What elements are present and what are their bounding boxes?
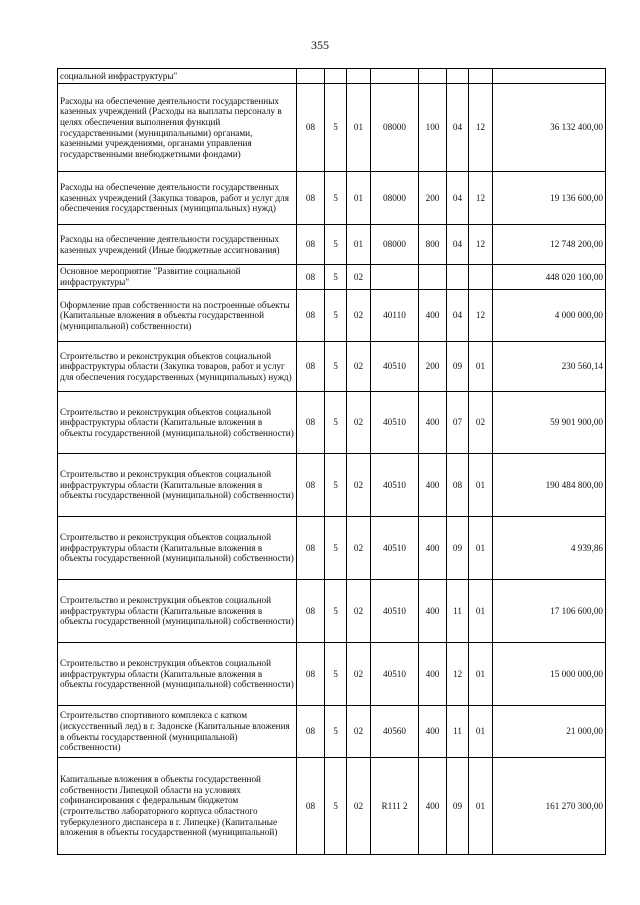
code-1: 08 bbox=[297, 84, 325, 172]
code-subsection: 12 bbox=[469, 84, 493, 172]
budget-table bbox=[57, 68, 606, 855]
code-expense: 400 bbox=[419, 392, 447, 454]
row-amount: 190 484 800,00 bbox=[493, 454, 606, 517]
code-target bbox=[371, 265, 419, 290]
code-2: 5 bbox=[325, 392, 347, 454]
code-2: 5 bbox=[325, 342, 347, 392]
row-amount: 161 270 300,00 bbox=[493, 758, 606, 855]
code-3: 02 bbox=[347, 454, 371, 517]
code-target: 40510 bbox=[371, 643, 419, 706]
code-1: 08 bbox=[297, 265, 325, 290]
code-section: 04 bbox=[447, 84, 469, 172]
code-3: 01 bbox=[347, 172, 371, 225]
code-1: 08 bbox=[297, 172, 325, 225]
code-2: 5 bbox=[325, 454, 347, 517]
code-target: 08000 bbox=[371, 172, 419, 225]
table-row bbox=[58, 290, 606, 342]
code-section: 04 bbox=[447, 172, 469, 225]
row-amount: 59 901 900,00 bbox=[493, 392, 606, 454]
code-target: 40110 bbox=[371, 290, 419, 342]
code-section: 08 bbox=[447, 454, 469, 517]
code-2: 5 bbox=[325, 225, 347, 265]
code-section: 11 bbox=[447, 706, 469, 758]
code-1: 08 bbox=[297, 342, 325, 392]
code-2 bbox=[325, 69, 347, 84]
code-target: 08000 bbox=[371, 84, 419, 172]
row-name: Строительство и реконструкция объектов социальной инфраструктуры области (Капитальные вложения в объекты государственной (муниципальной) собственности) bbox=[58, 643, 297, 706]
table-row bbox=[58, 517, 606, 580]
code-target bbox=[371, 69, 419, 84]
code-3: 02 bbox=[347, 290, 371, 342]
table-row bbox=[58, 225, 606, 265]
code-3: 02 bbox=[347, 342, 371, 392]
code-3: 02 bbox=[347, 758, 371, 855]
code-target: R111 2 bbox=[371, 758, 419, 855]
code-section: 04 bbox=[447, 290, 469, 342]
code-expense: 200 bbox=[419, 172, 447, 225]
code-1: 08 bbox=[297, 643, 325, 706]
row-name: Капитальные вложения в объекты государственной собственности Липецкой области на условиях софинансирования с федеральным бюджетом (строительство лабораторного корпуса областного туберкулезного диспансера в г. Липецке) (Капитальные вложения в объекты государственной (муниципальной) bbox=[58, 758, 297, 855]
code-subsection: 02 bbox=[469, 392, 493, 454]
table-row bbox=[58, 643, 606, 706]
code-3: 02 bbox=[347, 517, 371, 580]
code-expense bbox=[419, 265, 447, 290]
table-row bbox=[58, 172, 606, 225]
code-2: 5 bbox=[325, 290, 347, 342]
code-subsection: 01 bbox=[469, 706, 493, 758]
code-subsection bbox=[469, 69, 493, 84]
code-expense: 400 bbox=[419, 454, 447, 517]
code-2: 5 bbox=[325, 172, 347, 225]
table-row bbox=[58, 392, 606, 454]
row-amount: 4 000 000,00 bbox=[493, 290, 606, 342]
code-target: 40510 bbox=[371, 517, 419, 580]
code-1: 08 bbox=[297, 290, 325, 342]
code-2: 5 bbox=[325, 758, 347, 855]
code-expense: 400 bbox=[419, 580, 447, 643]
row-amount bbox=[493, 69, 606, 84]
code-subsection: 01 bbox=[469, 580, 493, 643]
code-subsection: 12 bbox=[469, 225, 493, 265]
code-3: 01 bbox=[347, 225, 371, 265]
row-amount: 19 136 600,00 bbox=[493, 172, 606, 225]
table-row bbox=[58, 342, 606, 392]
code-section: 12 bbox=[447, 643, 469, 706]
row-amount: 21 000,00 bbox=[493, 706, 606, 758]
row-name: Расходы на обеспечение деятельности государственных казенных учреждений (Иные бюджетные ассигнования) bbox=[58, 225, 297, 265]
code-1: 08 bbox=[297, 392, 325, 454]
code-expense: 400 bbox=[419, 517, 447, 580]
row-name: Строительство и реконструкция объектов социальной инфраструктуры области (Капитальные вложения в объекты государственной (муниципальной) собственности) bbox=[58, 580, 297, 643]
code-2: 5 bbox=[325, 706, 347, 758]
row-amount: 448 020 100,00 bbox=[493, 265, 606, 290]
code-section: 11 bbox=[447, 580, 469, 643]
row-name: Основное мероприятие "Развитие социальной инфраструктуры" bbox=[58, 265, 297, 290]
code-target: 40510 bbox=[371, 580, 419, 643]
table-row bbox=[58, 84, 606, 172]
table-row bbox=[58, 580, 606, 643]
row-name: Строительство и реконструкция объектов социальной инфраструктуры области (Капитальные вложения в объекты государственной (муниципальной) собственности) bbox=[58, 517, 297, 580]
table-body bbox=[58, 69, 606, 855]
row-name: Расходы на обеспечение деятельности государственных казенных учреждений (Закупка товаров, работ и услуг для обеспечения государственных (муниципальных) нужд) bbox=[58, 172, 297, 225]
table-row bbox=[58, 706, 606, 758]
code-section: 04 bbox=[447, 225, 469, 265]
code-1: 08 bbox=[297, 758, 325, 855]
table-row bbox=[58, 758, 606, 855]
table-row bbox=[58, 454, 606, 517]
code-target: 08000 bbox=[371, 225, 419, 265]
code-subsection: 01 bbox=[469, 342, 493, 392]
code-expense bbox=[419, 69, 447, 84]
row-name: Строительство и реконструкция объектов социальной инфраструктуры области (Капитальные вложения в объекты государственной (муниципальной) собственности) bbox=[58, 454, 297, 517]
code-3: 02 bbox=[347, 265, 371, 290]
code-3: 01 bbox=[347, 84, 371, 172]
code-2: 5 bbox=[325, 580, 347, 643]
code-section: 09 bbox=[447, 517, 469, 580]
code-subsection bbox=[469, 265, 493, 290]
code-1: 08 bbox=[297, 517, 325, 580]
code-2: 5 bbox=[325, 643, 347, 706]
code-subsection: 12 bbox=[469, 290, 493, 342]
code-section: 07 bbox=[447, 392, 469, 454]
row-amount: 12 748 200,00 bbox=[493, 225, 606, 265]
row-amount: 4 939,86 bbox=[493, 517, 606, 580]
code-section bbox=[447, 265, 469, 290]
code-target: 40510 bbox=[371, 454, 419, 517]
code-2: 5 bbox=[325, 517, 347, 580]
code-expense: 400 bbox=[419, 706, 447, 758]
code-section bbox=[447, 69, 469, 84]
row-name: Строительство и реконструкция объектов социальной инфраструктуры области (Закупка товаров, работ и услуг для обеспечения государственных (муниципальных) нужд) bbox=[58, 342, 297, 392]
code-subsection: 01 bbox=[469, 643, 493, 706]
code-3: 02 bbox=[347, 706, 371, 758]
code-expense: 800 bbox=[419, 225, 447, 265]
row-amount: 36 132 400,00 bbox=[493, 84, 606, 172]
code-subsection: 12 bbox=[469, 172, 493, 225]
code-expense: 400 bbox=[419, 643, 447, 706]
code-target: 40510 bbox=[371, 342, 419, 392]
code-1: 08 bbox=[297, 454, 325, 517]
code-expense: 400 bbox=[419, 758, 447, 855]
code-subsection: 01 bbox=[469, 454, 493, 517]
table-row bbox=[58, 265, 606, 290]
code-section: 09 bbox=[447, 342, 469, 392]
code-2: 5 bbox=[325, 84, 347, 172]
code-expense: 400 bbox=[419, 290, 447, 342]
row-amount: 15 000 000,00 bbox=[493, 643, 606, 706]
row-amount: 17 106 600,00 bbox=[493, 580, 606, 643]
code-1: 08 bbox=[297, 225, 325, 265]
code-3 bbox=[347, 69, 371, 84]
page-number: 355 bbox=[311, 38, 329, 52]
code-1: 08 bbox=[297, 706, 325, 758]
row-name: социальной инфраструктуры" bbox=[58, 69, 297, 84]
code-2: 5 bbox=[325, 265, 347, 290]
row-amount: 230 560,14 bbox=[493, 342, 606, 392]
code-3: 02 bbox=[347, 392, 371, 454]
row-name: Строительство и реконструкция объектов социальной инфраструктуры области (Капитальные вложения в объекты государственной (муниципальной) собственности) bbox=[58, 392, 297, 454]
code-target: 40560 bbox=[371, 706, 419, 758]
code-section: 09 bbox=[447, 758, 469, 855]
code-1: 08 bbox=[297, 580, 325, 643]
row-name: Расходы на обеспечение деятельности государственных казенных учреждений (Расходы на выплаты персоналу в целях обеспечения выполнения функций государственными (муниципальными) органами, казенными учреждениями, органами управления государственными внебюджетными фондами) bbox=[58, 84, 297, 172]
code-target: 40510 bbox=[371, 392, 419, 454]
table-row bbox=[58, 69, 606, 84]
code-1 bbox=[297, 69, 325, 84]
code-expense: 200 bbox=[419, 342, 447, 392]
code-3: 02 bbox=[347, 643, 371, 706]
row-name: Оформление прав собственности на построенные объекты (Капитальные вложения в объекты государственной (муниципальной) собственности) bbox=[58, 290, 297, 342]
row-name: Строительство спортивного комплекса с катком (искусственный лед) в г. Задонске (Капитальные вложения в объекты государственной (муниципальной) собственности) bbox=[58, 706, 297, 758]
code-subsection: 01 bbox=[469, 758, 493, 855]
code-subsection: 01 bbox=[469, 517, 493, 580]
code-expense: 100 bbox=[419, 84, 447, 172]
code-3: 02 bbox=[347, 580, 371, 643]
